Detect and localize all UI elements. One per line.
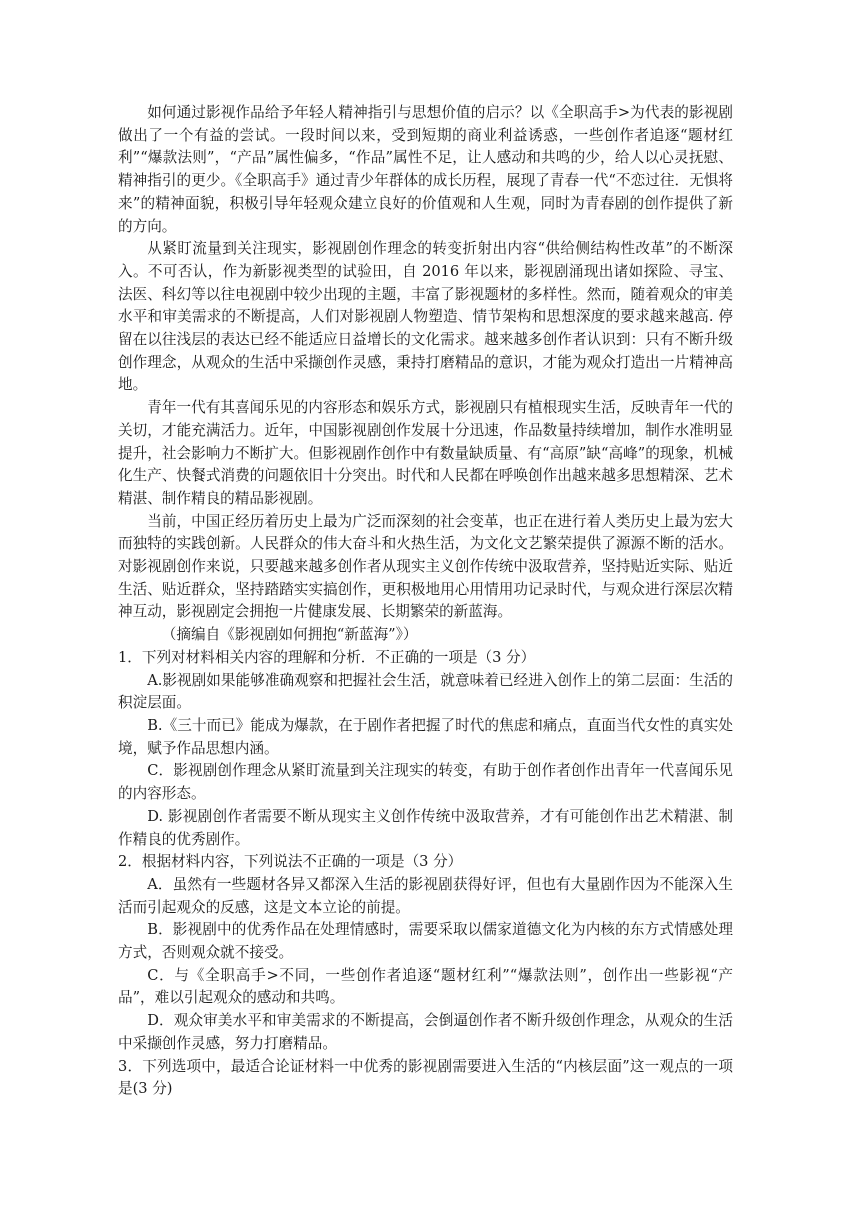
article-paragraph-1: 如何通过影视作品给予年轻人精神指引与思想价值的启示？以《全职高手>为代表的影视剧做出了一个有益的尝试。一段时间以来，受到短期的商业利益诱惑，一些创作者追逐“题材红利”“爆款法则”，“产品”属性偏多，“作品”属性不足，让人感动和共鸣的少，给人以心灵抚慰、精神指引的更少。《全职高手》通过青少年群体的成长历程，展现了青春一代“不恋过往．无惧将来”的精神面貌，积极引导年轻观众建立良好的价值观和人生观，同时为青春剧的创作提供了新的方向。 (118, 104, 733, 235)
question-1-option-b: B.《三十而已》能成为爆款，在于剧作者把握了时代的焦虑和痛点，直面当代女性的真实处境，赋予作品思想内涵。 (118, 716, 733, 757)
article-source: （摘编自《影视剧如何拥抱“新蓝海”》） (161, 626, 418, 644)
document-page (118, 102, 733, 1101)
question-2-option-c: C．与《全职高手>不同，一些创作者追逐“题材红利”“爆款法则”，创作出一些影视“产品”，难以引起观众的感动和共鸣。 (118, 966, 733, 1007)
question-2-option-b: B．影视剧中的优秀作品在处理情感时，需要采取以儒家道德文化为内核的东方式情感处理方式，否则观众就不接受。 (118, 921, 733, 962)
question-3-stem: 3．下列选项中，最适合论证材料一中优秀的影视剧需要进入生活的“内核层面”这一观点的一项是(3 分) (118, 1057, 733, 1098)
question-2-option-d: D．观众审美水平和审美需求的不断提高，会倒逼创作者不断升级创作理念，从观众的生活中采撷创作灵感，努力打磨精品。 (118, 1012, 733, 1052)
question-1-option-c: C．影视剧创作理念从紧盯流量到关注现实的转变，有助于创作者创作出青年一代喜闻乐见的内容形态。 (118, 762, 733, 803)
article-paragraph-2: 从紧盯流量到关注现实，影视剧创作理念的转变折射出内容“供给侧结构性改革”的不断深入。不可否认，作为新影视类型的试验田，自 2016 年以来，影视剧涌现出诸如探险、寻宝、法医、科幻等以往电视剧中较少出现的主题，丰富了影视题材的多样性。然而，随着观众的审美水平和审美需求的不断提高，人们对影视剧人物塑造、情节架构和思想深度的要求越来越高. 停留在以往浅层的表达已经不能适应日益增长的文化需求。越来越多创作者认识到：只有不断升级创作理念，从观众的生活中采撷创作灵感，秉持打磨精品的意识，才能为观众打造出一片精神高地。 (118, 240, 733, 394)
article-paragraph-3: 青年一代有其喜闻乐见的内容形态和娱乐方式，影视剧只有植根现实生活，反映青年一代的关切，才能充满活力。近年，中国影视剧创作发展十分迅速，作品数量持续增加，制作水准明显提升，社会影响力不断扩大。但影视剧作创作中有数量缺质量、有“高原”缺“高峰”的现象，机械化生产、快餐式消费的问题依旧十分突出。时代和人民都在呼唤创作出越来越多思想精深、艺术精湛、制作精良的精品影视剧。 (118, 399, 733, 507)
question-1-option-d: D. 影视剧创作者需要不断从现实主义创作传统中汲取营养，才有可能创作出艺术精湛、制作精良的优秀剧作。 (118, 807, 733, 848)
question-2-stem: 2．根据材料内容，下列说法不正确的一项是（3 分） (118, 853, 463, 871)
article-paragraph-4: 当前，中国正经历着历史上最为广泛而深刻的社会变革，也正在进行着人类历史上最为宏大而独特的实践创新。人民群众的伟大奋斗和火热生活，为文化文艺繁荣提供了源源不断的活水。对影视剧创作来说，只要越来越多创作者从现实主义创作传统中汲取营养，坚持贴近实际、贴近生活、贴近群众，坚持踏踏实实搞创作，更积极地用心用情用功记录时代，与观众进行深层次精神互动，影视剧定会拥抱一片健康发展、长期繁荣的新蓝海。 (118, 512, 733, 621)
question-2-option-a: A．虽然有一些题材各异又都深入生活的影视剧获得好评，但也有大量剧作因为不能深入生活而引起观众的反感，这是文本立论的前提。 (118, 875, 733, 916)
question-1-stem: 1．下列对材料相关内容的理解和分析．不正确的一项是（3 分） (118, 648, 536, 666)
question-1-option-a: A.影视剧如果能够准确观察和把握社会生活，就意味着已经进入创作上的第二层面：生活的积淀层面。 (118, 671, 733, 712)
